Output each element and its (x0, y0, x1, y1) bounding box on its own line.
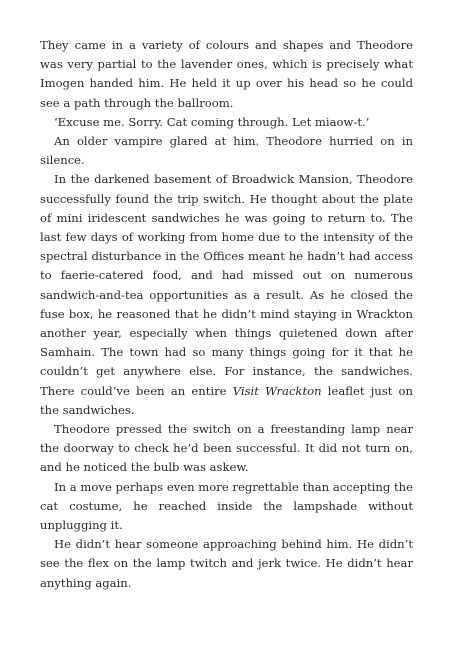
paragraph-7: He didn’t hear someone approaching behind him. He didn’t see the flex on the lamp twitch and jerk twice. He didn’t hear anything again. (40, 537, 413, 590)
paragraph-4-tail: leaflet just on the sandwiches. (40, 383, 414, 417)
paragraph-6: In a move perhaps even more regrettable than accepting the cat costume, he reached inside the lampshade without unplugging it. (40, 479, 413, 533)
paragraph-2: ‘Excuse me. Sorry. Cat coming through. Let miaow-t.’ (54, 114, 370, 129)
paragraph-3: An older vampire glared at him. Theodore hurried on in silence. (40, 134, 413, 168)
paragraph-4 (40, 170, 413, 420)
paragraph-5: Theodore pressed the switch on a freestanding lamp near the doorway to check he’d been successful. It did not turn on, and he noticed the bulb was askew. (40, 422, 413, 475)
paragraph-4-text: In the darkened basement of Broadwick Mansion, Theodore successfully found the trip switch. He thought about the plate of mini iridescent sandwiches he was going to return to. The last few days of working from home due to the intensity of the spectral disturbance in the Offices meant he hadn’t had access to faerie-catered food, and had missed out on numerous sandwich-and-tea opportunities as a result. As he closed the fuse box, he reasoned that he didn’t mind staying in Wrackton another year, especially when things quietened down after Samhain. The town had so many things going for it that he couldn’t get anywhere else. For instance, the sandwiches. There could’ve been an entire (40, 172, 413, 398)
paragraph-4-italic-title: Visit Wrackton (232, 383, 322, 398)
paragraph-1: They came in a variety of colours and shapes and Theodore was very partial to the lavender ones, which is precisely what Imogen handed him. He held it up over his head so he could see a path through the ballroom. (40, 38, 413, 110)
book-page (40, 36, 413, 593)
